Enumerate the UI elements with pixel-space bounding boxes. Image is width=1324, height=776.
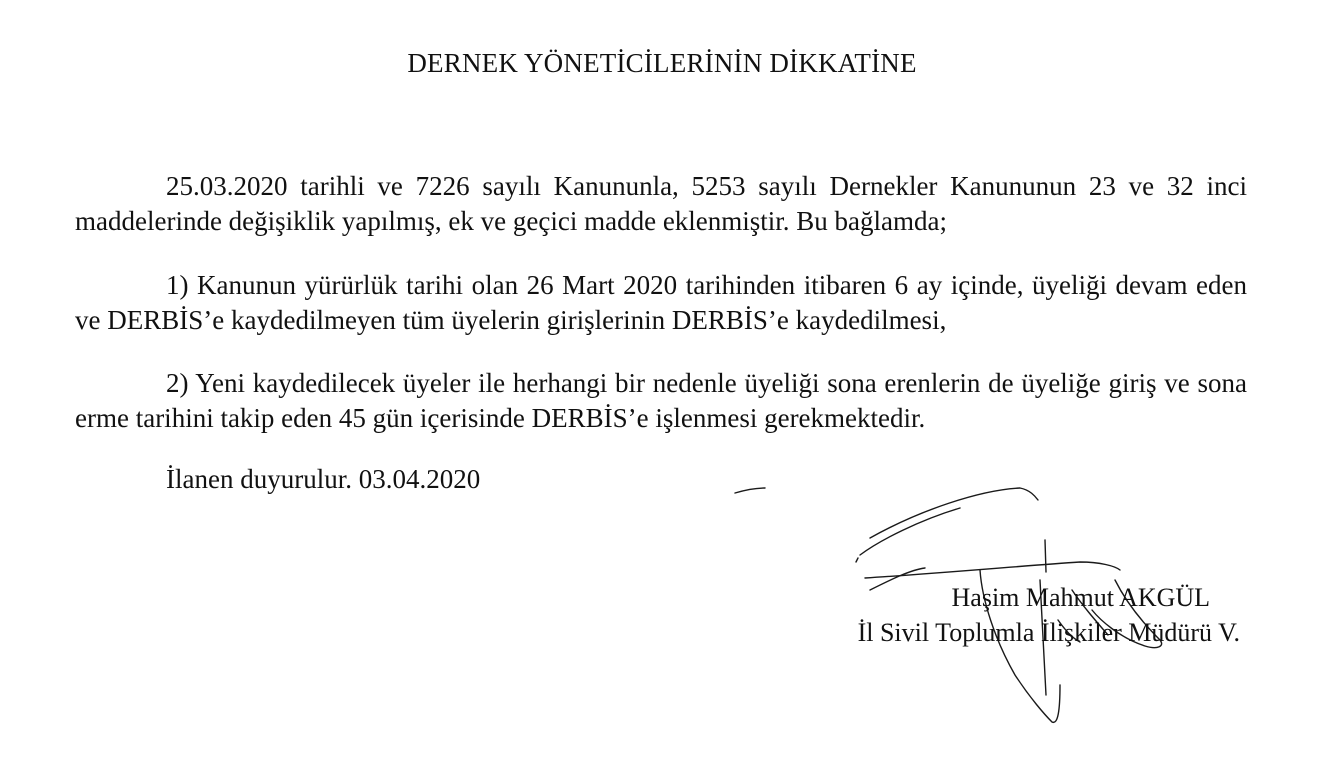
signatory-name: Haşim Mahmut AKGÜL [951, 583, 1211, 612]
signature-block [858, 580, 1240, 650]
paragraph-intro: 25.03.2020 tarihli ve 7226 sayılı Kanununla, 5253 sayılı Dernekler Kanununun 23 ve 32 inci maddelerinde değişiklik yapılmış, ek ve geçici madde eklenmiştir. Bu bağlamda; [75, 171, 1247, 236]
document-title: DERNEK YÖNETİCİLERİNİN DİKKATİNE [407, 48, 917, 78]
paragraph-item-2: 2) Yeni kaydedilecek üyeler ile herhangi bir nedenle üyeliği sona erenlerin de üyeliğe giriş ve sona erme tarihini takip eden 45 gün içerisinde DERBİS’e işlenmesi gerekmektedir. [75, 368, 1247, 433]
closing-line: İlanen duyurulur. 03.04.2020 [166, 464, 481, 494]
paragraph-item-1: 1) Kanunun yürürlük tarihi olan 26 Mart 2020 tarihinden itibaren 6 ay içinde, üyeliği devam eden ve DERBİS’e kaydedilmeyen tüm üyelerin girişlerinin DERBİS’e kaydedilmesi, [75, 270, 1247, 335]
signatory-title: İl Sivil Toplumla İlişkiler Müdürü V. [857, 618, 1240, 647]
